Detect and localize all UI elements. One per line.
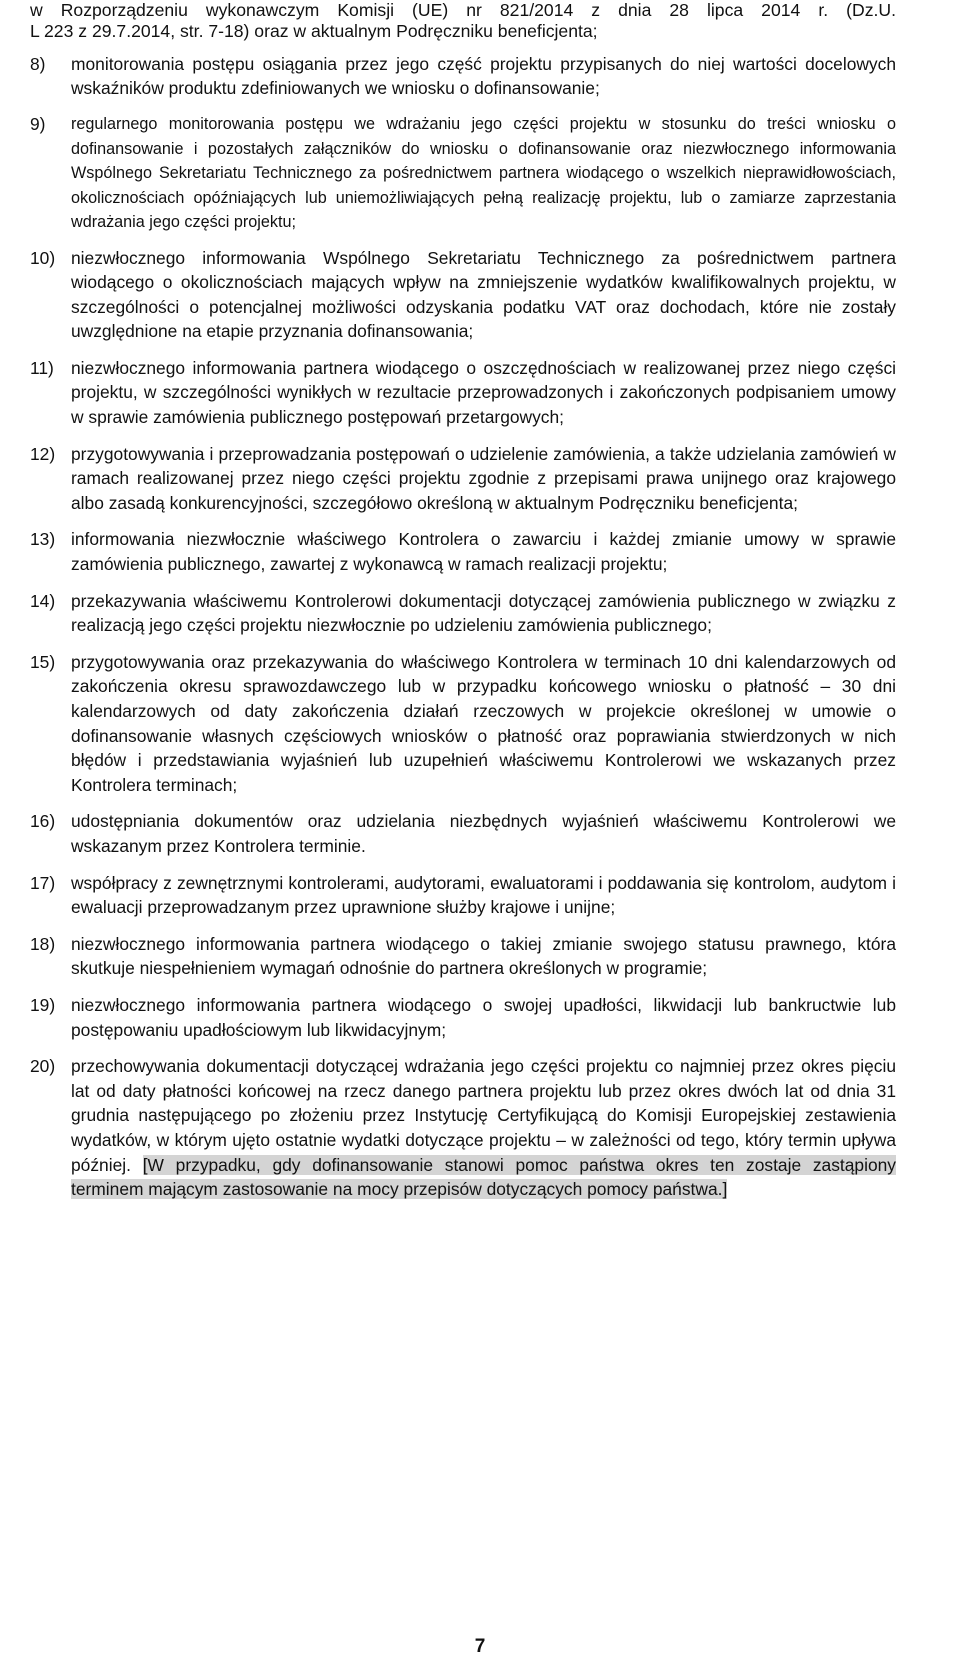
item-number: 15) [30,651,56,672]
item-number: 11) [30,357,54,378]
item-number: 18) [30,933,56,954]
list-item [30,871,896,920]
document-page [30,0,896,1202]
list-item [30,356,896,430]
item-text: niezwłocznego informowania partnera wiodącego o swojej upadłości, likwidacji lub bankructwie lub postępowaniu upadłościowym lub likwidacyjnym; [71,994,896,1040]
item-text: współpracy z zewnętrznymi kontrolerami, audytorami, ewaluatorami i poddawania się kontrolom, audytom i ewaluacji przeprowadzanym przez uprawnione służby krajowe i unijne; [71,872,896,918]
intro-line-1: w Rozporządzeniu wykonawczym Komisji (UE) nr 821/2014 z dnia 28 lipca 2014 r. (Dz.U. [30,0,896,20]
page-number: 7 [474,1636,486,1657]
item-number: 10) [30,247,56,268]
item-number: 8) [30,54,46,74]
item-text: regularnego monitorowania postępu we wdrażaniu jego części projektu w stosunku do treści wniosku o dofinansowanie i pozostałych załączników do wniosku o dofinansowanie oraz niezwłocznego informowania Wspólnego Sekretariatu Technicznego za pośrednictwem partnera wiodącego o wszelkich nieprawidłowościach, okolicznościach opóźniających lub uniemożliwiających pełną realizację projektu, lub o zamiarze zaprzestania wdrażania jego części projektu; [71,115,896,231]
intro-paragraph [30,0,896,42]
item-text: monitorowania postępu osiągania przez jego część projektu przypisanych do niej wartości docelowych wskaźników produktu zdefiniowanych we wniosku o dofinansowanie; [71,54,896,98]
list-item [30,1054,896,1202]
list-item [30,527,896,576]
item-text: przygotowywania i przeprowadzania postępowań o udzielenie zamówienia, a także udzielania zamówień w ramach realizowanej przez niego części projektu zgodnie z przepisami prawa unijnego oraz krajowego albo zasadą konkurencyjności, szczegółowo określoną w aktualnym Podręczniku beneficjenta; [71,443,896,513]
list-item [30,650,896,798]
item-text: informowania niezwłocznie właściwego Kontrolera o zawarciu i każdej zmianie umowy w sprawie zamówienia publicznego, zawartej z wykonawcą w ramach realizacji projektu; [71,529,896,575]
list-item [30,246,896,344]
item-text: przechowywania dokumentacji dotyczącej wdrażania jego części projektu co najmniej przez okres pięciu lat od daty płatności końcowej na rzecz danego partnera projektu lub przez okres dwóch lat od dnia 31 grudnia następującego po złożeniu przez Instytucję Certyfikującą do Komisji Europejskiej zestawienia wydatków, w którym ujęto ostatnie wydatki dotyczące projektu – w zależności od tego, który termin upływa później. [71,1056,896,1175]
list-item [30,52,896,100]
highlighted-note: [W przypadku, gdy dofinansowanie stanowi pomoc państwa okres ten zostaje zastąpiony terminem mającym zastosowanie na mocy przepisów dotyczących pomocy państwa.] [71,1154,896,1200]
item-text: niezwłocznego informowania partnera wiodącego o oszczędnościach w realizowanej przez niego części projektu, w szczególności wynikłych w rezultacie przeprowadzonych i zakończonych podpisaniem umowy w sprawie zamówienia publicznego postępowań przetargowych; [71,357,896,428]
item-number: 12) [30,443,56,464]
intro-line-2: L 223 z 29.7.2014, str. 7-18) oraz w aktualnym Podręczniku beneficjenta; [30,21,598,41]
list-item [30,112,896,235]
item-number: 13) [30,529,56,550]
item-text: przekazywania właściwemu Kontrolerowi dokumentacji dotyczącej zamówienia publicznego w związku z realizacją jego części projektu niezwłocznie po udzieleniu zamówienia publicznego; [71,590,896,636]
list-item [30,809,896,858]
item-number: 9) [30,114,46,134]
list-item [30,932,896,981]
item-number: 20) [30,1056,56,1077]
list-item [30,589,896,638]
list-item [30,442,896,516]
item-number: 19) [30,994,56,1015]
obligations-list [30,52,896,1202]
list-item [30,993,896,1042]
item-number: 16) [30,811,56,832]
item-text: udostępniania dokumentów oraz udzielania niezbędnych wyjaśnień właściwemu Kontrolerowi we wskazanym przez Kontrolera terminie. [71,811,896,856]
item-number: 14) [30,590,56,611]
item-text: niezwłocznego informowania Wspólnego Sekretariatu Technicznego za pośrednictwem partnera wiodącego o okolicznościach mających wpływ na zmniejszenie wydatków kwalifikowalnych projektu, w szczególności o potencjalnej możliwości odzyskania podatku VAT oraz dochodach, które nie zostały uwzględnione na etapie przyznania dofinansowania; [71,247,896,342]
item-number: 17) [30,872,56,893]
item-text: niezwłocznego informowania partnera wiodącego o takiej zmianie swojego statusu prawnego, która skutkuje niespełnieniem wymagań odnośnie do partnera określonych w programie; [71,933,896,979]
item-text: przygotowywania oraz przekazywania do właściwego Kontrolera w terminach 10 dni kalendarzowych od zakończenia okresu sprawozdawczego lub w przypadku końcowego wniosku o płatność – 30 dni kalendarzowych od daty zakończenia działań rzeczowych w projekcie określonej w umowie o dofinansowanie własnych częściowych wniosków o płatność oraz poprawiania stwierdzonych w nich błędów i przedstawiania wyjaśnień lub uzupełnień właściwemu Kontrolerowi we wskazanych przez Kontrolera terminach; [71,651,896,795]
